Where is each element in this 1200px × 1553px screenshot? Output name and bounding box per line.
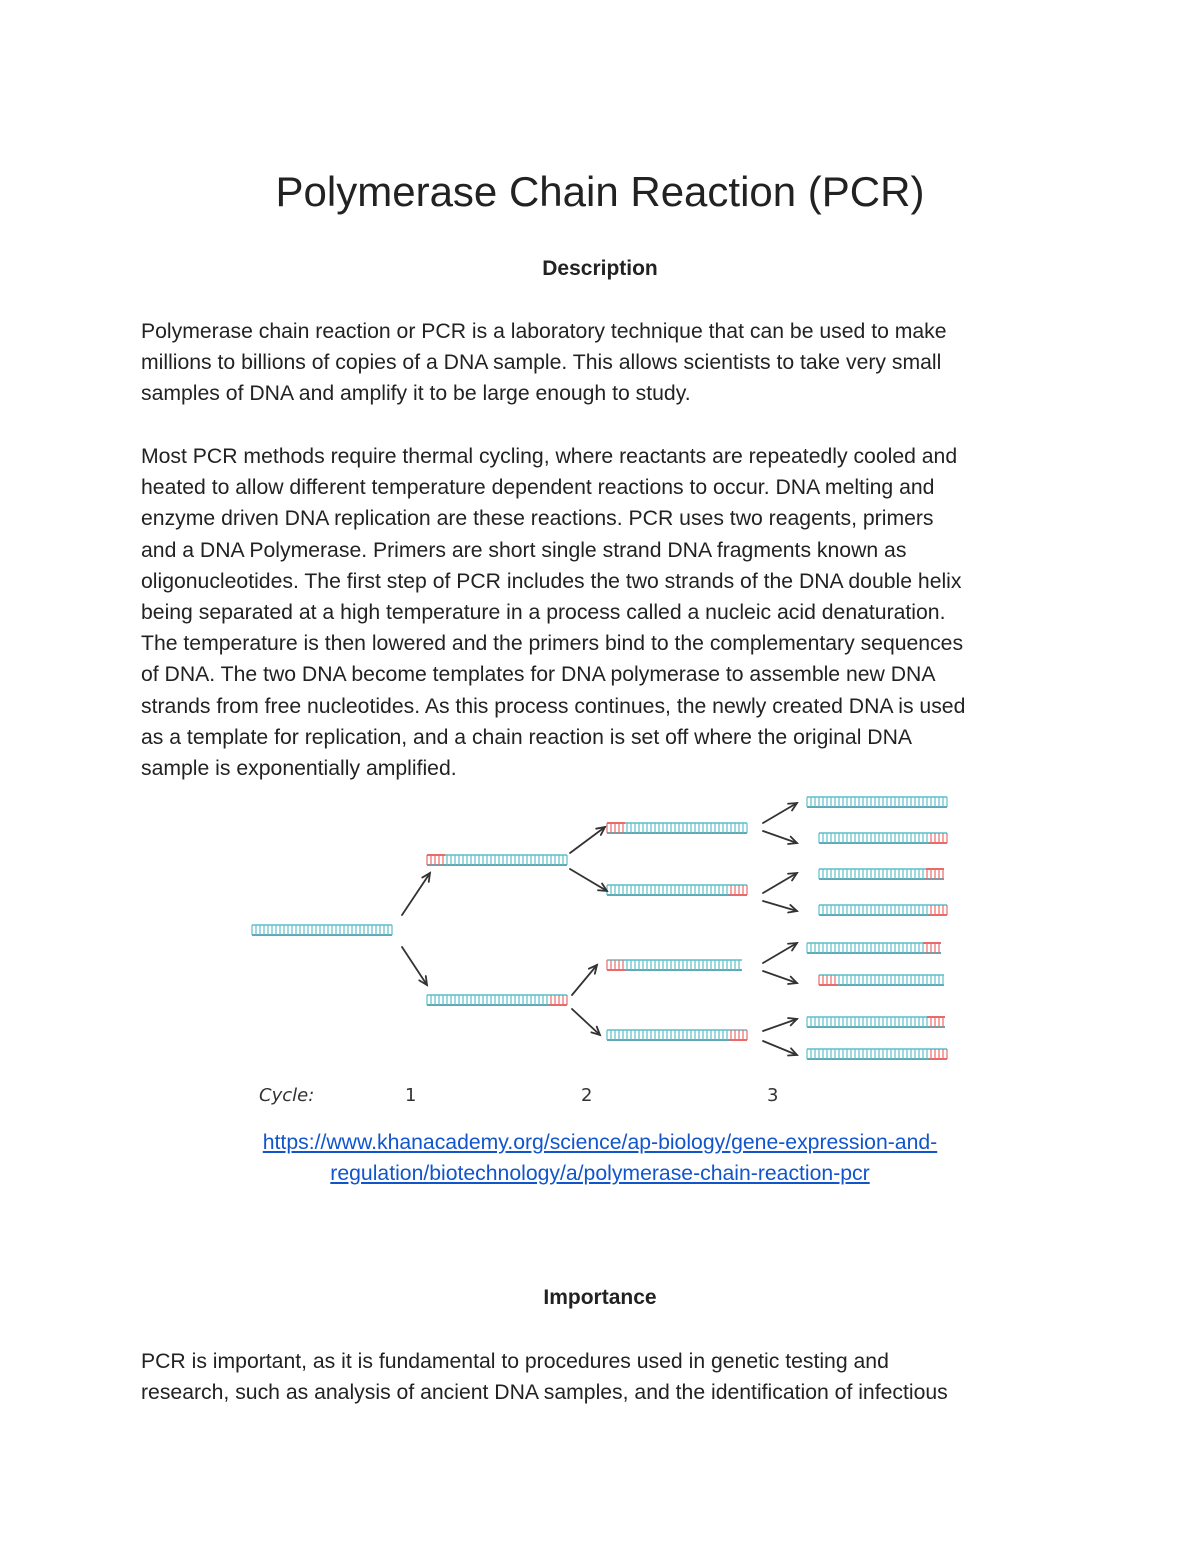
text-line: strands from free nucleotides. As this process continues, the newly created DNA is used	[141, 694, 966, 718]
dna-cycle2-b	[607, 885, 747, 895]
arrow-to-cycle3-6	[763, 971, 797, 984]
dna-cycle3-8	[807, 1049, 947, 1059]
text-line: samples of DNA and amplify it to be large enough to study.	[141, 382, 691, 406]
dna-cycle3-5	[807, 943, 941, 953]
dna-cycle2-c	[607, 960, 742, 970]
arrow-to-cycle3-7	[763, 1018, 797, 1031]
dna-cycle3-3	[819, 869, 944, 879]
text-line: millions to billions of copies of a DNA sample. This allows scientists to take very small	[141, 351, 942, 375]
dna-cycle1-b	[427, 995, 567, 1005]
dna-cycle2-a	[607, 823, 747, 833]
arrow-to-cycle2-a	[570, 827, 605, 853]
dna-strands	[252, 797, 947, 1059]
arrow-to-cycle3-3	[763, 873, 797, 893]
source-link-line-2[interactable]: regulation/biotechnology/a/polymerase-chain-reaction-pcr	[330, 1162, 870, 1186]
text-line: Most PCR methods require thermal cycling, where reactants are repeatedly cooled and	[141, 445, 958, 468]
cycle-number-3: 3	[767, 1085, 779, 1106]
dna-cycle2-d	[607, 1030, 747, 1040]
importance-heading: Importance	[543, 1286, 657, 1309]
source-link-line-1[interactable]: https://www.khanacademy.org/science/ap-biology/gene-expression-and-	[262, 1131, 938, 1154]
text-line: heated to allow different temperature dependent reactions to occur. DNA melting and	[141, 476, 935, 500]
text-line: as a template for replication, and a chain reaction is set off where the original DNA	[141, 725, 913, 749]
text-line: Polymerase chain reaction or PCR is a laboratory technique that can be used to make	[141, 320, 947, 343]
description-paragraph-1	[141, 316, 1071, 410]
text-line: and a DNA Polymerase. Primers are short single strand DNA fragments known as	[141, 538, 907, 562]
cycle-label: Cycle:	[259, 1085, 315, 1106]
arrow-to-cycle3-8	[763, 1041, 797, 1056]
source-link[interactable]	[0, 1127, 1200, 1189]
importance-paragraph	[141, 1346, 1071, 1408]
cycle-number-2: 2	[581, 1085, 593, 1106]
text-line: being separated at a high temperature in a process called a nucleic acid denaturation.	[141, 601, 946, 625]
document-title: Polymerase Chain Reaction (PCR)	[275, 168, 925, 215]
arrow-to-cycle2-c	[572, 965, 597, 995]
arrows	[402, 803, 797, 1056]
cycle-number-1: 1	[405, 1085, 417, 1106]
pcr-diagram-svg	[227, 785, 975, 1115]
description-paragraph-2	[141, 441, 1071, 784]
text-line: enzyme driven DNA replication are these reactions. PCR uses two reagents, primers	[141, 507, 934, 531]
dna-cycle1-a	[427, 855, 567, 865]
arrow-to-cycle3-2	[763, 831, 797, 844]
text-line: The temperature is then lowered and the primers bind to the complementary sequences	[141, 632, 964, 656]
dna-cycle3-2	[819, 833, 947, 843]
arrow-to-cycle2-b	[570, 869, 607, 891]
text-line: oligonucleotides. The first step of PCR includes the two strands of the DNA double helix	[141, 569, 962, 593]
arrow-to-cycle2-d	[572, 1009, 600, 1035]
text-line: sample is exponentially amplified.	[141, 757, 457, 781]
dna-cycle3-6	[819, 975, 944, 985]
dna-cycle3-7	[807, 1017, 945, 1027]
arrow-to-cycle1-b	[402, 947, 427, 985]
dna-original	[252, 925, 392, 935]
text-line: of DNA. The two DNA become templates for DNA polymerase to assemble new DNA	[141, 663, 936, 687]
dna-cycle3-4	[819, 905, 947, 915]
arrow-to-cycle3-5	[763, 943, 797, 963]
text-line: research, such as analysis of ancient DNA samples, and the identification of infectious	[141, 1381, 948, 1405]
description-heading: Description	[542, 257, 658, 280]
pcr-cycle-diagram	[227, 785, 975, 1115]
arrow-to-cycle3-1	[763, 803, 797, 823]
text-line: PCR is important, as it is fundamental to procedures used in genetic testing and	[141, 1350, 889, 1373]
arrow-to-cycle3-4	[763, 901, 797, 912]
dna-cycle3-1	[807, 797, 947, 807]
arrow-to-cycle1-a	[402, 873, 430, 915]
